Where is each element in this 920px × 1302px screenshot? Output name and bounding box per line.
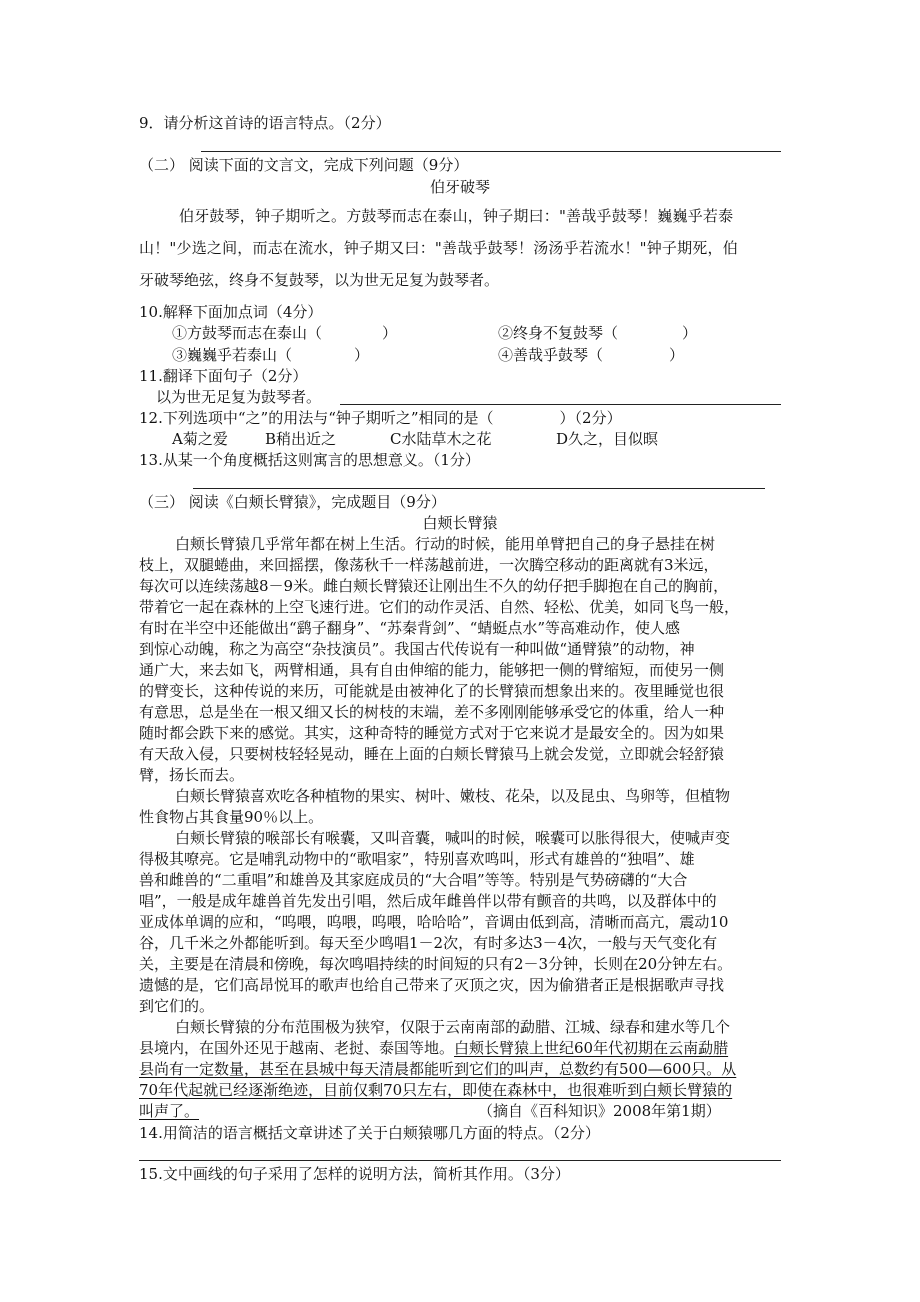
underlined-sentence: 县尚有一定数量，甚至在县城中每天清晨都能听到它们的叫声，总数约有500—600只。从	[139, 1060, 737, 1078]
passage-line: 每次可以连续荡越8－9米。雌白颊长臂猿还让刚出生不久的幼仔把手脚抱在自己的胸前，	[139, 577, 729, 595]
passage-line: 的臂变长，这种传说的来历，可能就是由被神化了的长臂猿而想象出来的。夜里睡觉也很	[139, 682, 725, 700]
passage-line: 白颊长臂猿几乎常年都在树上生活。行动的时候，能用单臂把自己的身子悬挂在树	[175, 535, 716, 553]
passage-line: 有天敌入侵，只要树枝轻轻晃动，睡在上面的白颊长臂猿马上就会发觉，立即就会轻舒猿	[139, 745, 725, 763]
q12-option-d: D久之，目似暝	[556, 430, 659, 448]
passage-line: 白颊长臂猿的喉部长有喉囊，又叫音囊，喊叫的时候，喉囊可以胀得很大，使喊声变	[175, 829, 731, 847]
question-15: 15.文中画线的句子采用了怎样的说明方法，简析其作用。（3分）	[139, 1165, 570, 1183]
question-14: 14.用简洁的语言概括文章讲述了关于白颊猿哪几方面的特点。（2分）	[139, 1124, 600, 1142]
passage-last-line	[139, 1101, 199, 1121]
passage-line: 到惊心动魄，称之为高空“杂技演员”。我国古代传说有一种叫做“通臂猿”的动物，神	[139, 640, 695, 658]
q10-item-4: ④善哉乎鼓琴（ ）	[498, 346, 685, 364]
passage-line: 得极其嘹亮。它是哺乳动物中的“歌唱家”，特别喜欢鸣叫，形式有雄兽的“独唱”、雄	[139, 850, 695, 868]
q12-option-c: C水陆草木之花	[390, 430, 492, 448]
q10-item-3: ③巍巍乎若泰山（ ）	[172, 346, 370, 364]
passage-line: 白颊长臂猿喜欢吃各种植物的果实、树叶、嫩枝、花朵，以及昆虫、鸟卵等，但植物	[175, 787, 731, 805]
passage-line: 带着它一起在森林的上空飞速行进。它们的动作灵活、自然、轻松、优美，如同飞鸟一般，	[139, 598, 740, 616]
question-13: 13.从某一个角度概括这则寓言的思想意义。（1分）	[139, 451, 480, 469]
question-11: 11.翻译下面句子（2分）	[139, 367, 308, 385]
q12-option-b: B稍出近之	[265, 430, 337, 448]
question-10: 10.解释下面加点词（4分）	[139, 303, 323, 321]
passage-line: 随时都会跌下来的感觉。其实，这种奇特的睡觉方式对于它来说才是最安全的。因为如果	[139, 724, 725, 742]
passage-line: 有意思，总是坐在一根又细又长的树枝的末端，差不多刚刚能够承受它的体重，给人一种	[139, 703, 725, 721]
q10-item-2: ②终身不复鼓琴（ ）	[498, 324, 698, 342]
passage-line: 白颊长臂猿的分布范围极为狭窄，仅限于云南南部的勐腊、江城、绿春和建水等几个	[175, 1018, 731, 1036]
passage-line: 臂，扬长而去。	[139, 766, 245, 784]
section-2-title: 伯牙破琴	[429, 178, 490, 196]
passage-line: 牙破琴绝弦，终身不复鼓琴，以为世无足复为鼓琴者。	[139, 271, 500, 289]
section-2-heading: （二） 阅读下面的文言文，完成下列问题（9分）	[139, 156, 469, 174]
passage-line: 亚成体单调的应和，“呜喂，呜喂，呜喂，哈哈哈”，音调由低到高，清晰而高亢，震动10	[139, 913, 729, 931]
passage-line: 县境内，在国外还见于越南、老挝、泰国等地。白颊长臂猿上世纪60年代初期在云南勐腊	[139, 1039, 729, 1057]
q10-item-1: ①方鼓琴而志在泰山（ ）	[172, 324, 398, 342]
answer-line	[340, 404, 781, 405]
section-3-title: 白颊长臂猿	[422, 514, 498, 532]
passage-line: 到它们的。	[139, 997, 215, 1015]
section-3-heading: （三） 阅读《白颊长臂猿》，完成题目（9分）	[139, 493, 446, 511]
passage-line: 唱”，一般是成年雄兽首先发出引唱，然后成年雌兽伴以带有颤音的共鸣，以及群体中的	[139, 892, 717, 910]
passage-line: 伯牙鼓琴，钟子期听之。方鼓琴而志在泰山，钟子期曰："善哉乎鼓琴！巍巍乎若泰	[179, 207, 734, 225]
underlined-sentence: 叫声了。	[139, 1102, 200, 1120]
passage-line: 兽和雌兽的“二重唱”和雄兽及其家庭成员的“大合唱”等等。特别是气势磅礴的“大合	[139, 871, 688, 889]
answer-line	[139, 1160, 781, 1161]
passage-line: 通广大，来去如飞，两臂相通，具有自由伸缩的能力，能够把一侧的臂缩短，而使另一侧	[139, 661, 725, 679]
passage-line: 性食物占其食量90％以上。	[139, 808, 324, 826]
underlined-sentence: 白颊长臂猿上世纪60年代初期在云南勐腊	[454, 1039, 729, 1057]
passage-line: 枝上，双腿蜷曲，来回摇摆，像荡秋千一样荡越前进，一次腾空移动的距离就有3米远，	[139, 556, 719, 574]
q11-sentence: 以为世无足复为鼓琴者。	[156, 388, 322, 406]
question-12: 12.下列选项中“之”的用法与“钟子期听之”相同的是（ ）（2分）	[139, 409, 622, 427]
source-citation: （摘自《百科知识》2008年第1期）	[478, 1102, 721, 1120]
passage-line: 有时在半空中还能做出“鹞子翻身”、“苏秦背剑”、“蜻蜓点水”等高难动作，使人感	[139, 619, 681, 637]
answer-line	[201, 151, 781, 152]
answer-line	[193, 488, 765, 489]
question-9: 9．请分析这首诗的语言特点。（2分）	[139, 114, 391, 132]
underlined-sentence: 70年代起就已经逐渐绝迹，目前仅剩70只左右，即使在森林中，也很难听到白颊长臂猿的	[139, 1081, 733, 1099]
passage-line: 遗憾的是，它们高昂悦耳的歌声也给自己带来了灭顶之灾，因为偷猎者正是根据歌声寻找	[139, 976, 725, 994]
passage-line: 山！"少选之间，而志在流水，钟子期又曰："善哉乎鼓琴！汤汤乎若流水！"钟子期死，伯	[139, 239, 738, 257]
passage-line: 谷，几千米之外都能听到。每天至少鸣唱1－2次，有时多达3－4次，一般与天气变化有	[139, 934, 718, 952]
q12-option-a: A菊之爱	[172, 430, 228, 448]
passage-line: 关，主要是在清晨和傍晚，每次鸣唱持续的时间短的只有2－3分钟，长则在20分钟左右。	[139, 955, 733, 973]
